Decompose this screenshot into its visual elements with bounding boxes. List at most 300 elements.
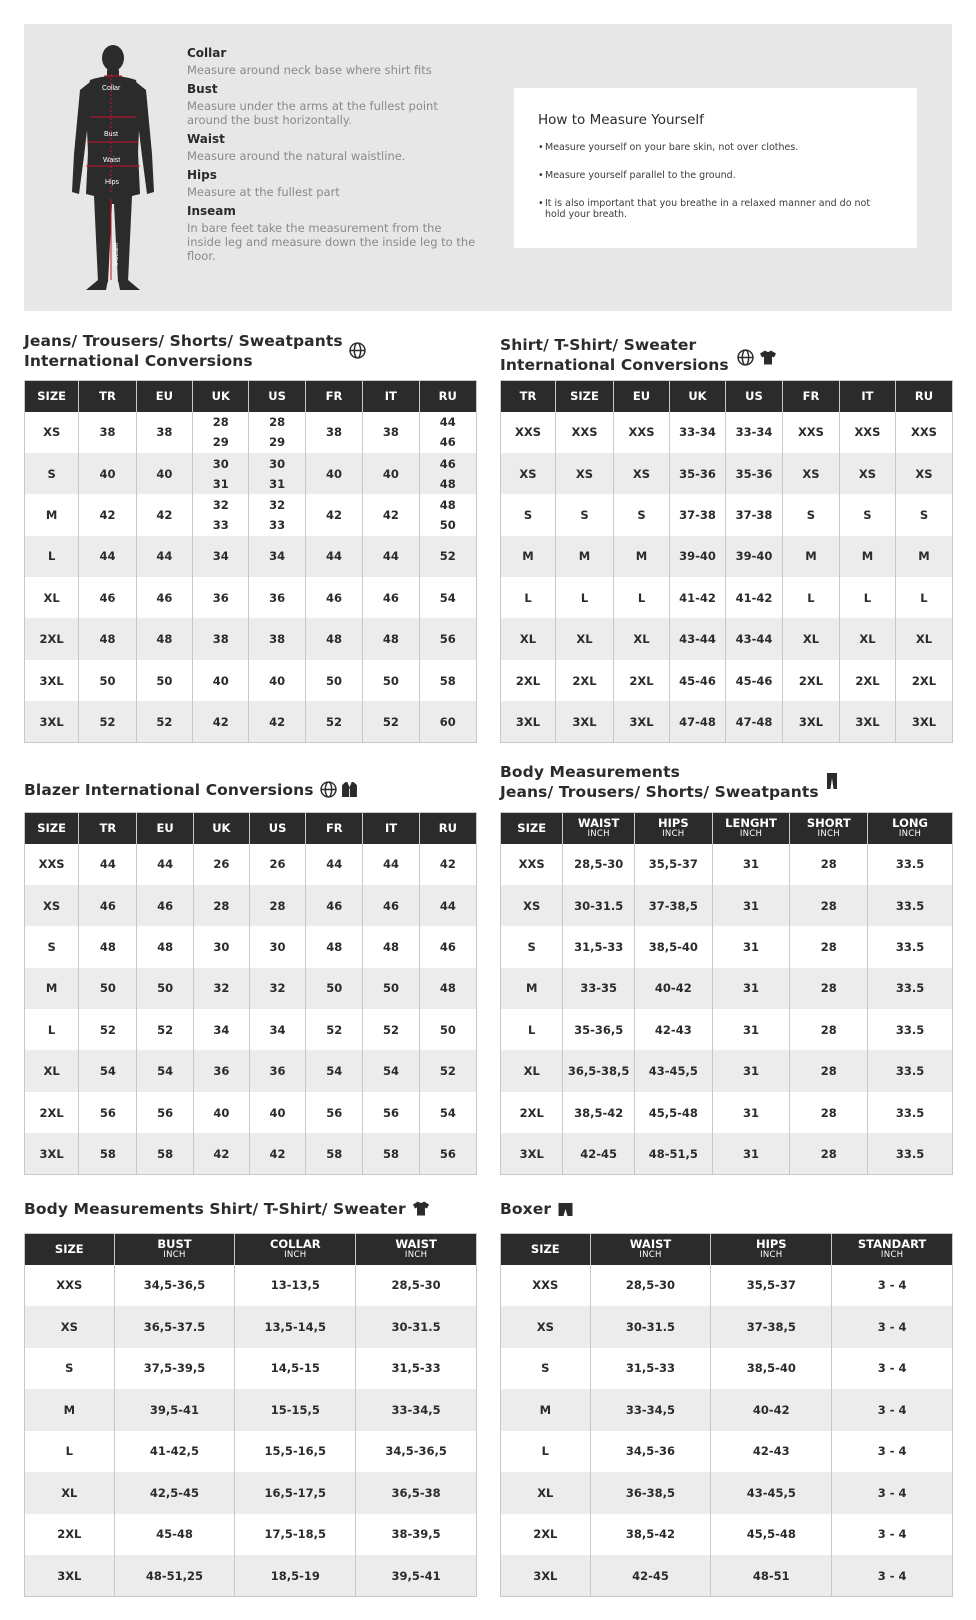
table-cell: 46 [305,577,362,618]
column-header [235,1234,356,1265]
column-header [782,381,839,412]
table-cell: 2XL [25,1514,115,1556]
table-cell: 36 [249,1050,305,1091]
table-cell: 42 [193,1133,249,1174]
table-cell: 46 [136,577,192,618]
blazer-conversion-table [24,812,477,1175]
table-cell: 50 [419,1009,476,1050]
table-cell: L [25,1431,115,1473]
table-cell: 40 [363,453,419,494]
table-row [25,1009,477,1050]
table-cell: 52 [363,1009,419,1050]
table-cell: 26 [249,844,305,885]
how-to-measure-box [514,88,917,248]
table-cell: 28 [790,1133,868,1174]
shirt-conversion-title [500,335,777,375]
shirt-conversion-table [500,380,953,743]
column-header [501,1234,591,1265]
table-cell: 40-42 [711,1389,832,1431]
table-cell: 56 [363,1092,419,1133]
table-cell: 28 [249,885,305,926]
column-header-label: FR [325,389,343,404]
table-cell: 36 [249,577,305,618]
table-cell: 42 [193,701,249,742]
table-cell: XL [25,577,79,618]
how-to-item: • It is also important that you breathe in a relaxed manner and do not hold your breath. [538,198,893,220]
table-cell: XL [501,618,556,659]
column-header-label: HIPS [755,1237,787,1252]
table-cell: 56 [137,1092,193,1133]
table-cell: 54 [79,1050,137,1091]
table-cell: 54 [363,1050,419,1091]
table-cell: 33-34,5 [356,1389,477,1431]
table-cell: 38 [249,618,305,659]
tshirt-icon [412,1200,430,1217]
column-header [25,381,79,412]
column-header-unit: INCH [639,1250,662,1261]
table-cell: 3XL [501,701,556,742]
table-cell: 28 [193,885,249,926]
table-cell: 36,5-37.5 [114,1306,235,1348]
table-cell: 35,5-37 [711,1265,832,1307]
def-text-hips: Measure at the fullest part [187,185,340,199]
table-cell: 30-31.5 [590,1306,711,1348]
shirt-conversion-title-line2: International Conversions [500,356,729,374]
def-title-inseam: Inseam [187,204,236,218]
table-cell: 46 [306,885,363,926]
column-header-label: SIZE [37,389,67,404]
how-to-measure-list [538,142,893,220]
table-row [501,1133,953,1174]
table-cell: S [501,1348,591,1390]
column-header-label: FR [325,821,343,836]
how-to-measure-title: How to Measure Yourself [538,112,704,128]
table-cell: L [25,1009,79,1050]
table-cell: 15,5-16,5 [235,1431,356,1473]
column-header [832,1234,953,1265]
table-cell: 38 [193,618,249,659]
column-header-label: UK [211,389,230,404]
table-cell: 2XL [613,660,669,701]
column-header-label: TR [99,389,116,404]
table-row [501,494,953,535]
figure-label-inseam: Inseam [113,243,120,266]
table-cell: 48 [305,618,362,659]
shirt-conversion-title-line1: Shirt/ T-Shirt/ Sweater [500,336,697,354]
table-cell: XXS [25,844,79,885]
table-cell: 28 [790,1009,868,1050]
table-cell: 46 [363,577,419,618]
column-header-label: IT [861,389,874,404]
table-cell: 50 [79,968,137,1009]
table-cell: 34,5-36 [590,1431,711,1473]
table-row [25,968,477,1009]
table-cell: 3 - 4 [832,1514,953,1556]
table-cell: XL [782,618,839,659]
table-cell: 52 [363,701,419,742]
table-cell: 32 [193,968,249,1009]
table-cell: 3 - 4 [832,1306,953,1348]
table-cell: 33-34 [725,412,782,453]
column-header-unit: INCH [163,1250,186,1261]
table-cell: 3XL [555,701,613,742]
column-header [306,813,363,844]
table-row [501,1092,953,1133]
table-cell: 54 [306,1050,363,1091]
table-cell: 34 [193,536,249,577]
table-cell: 50 [137,968,193,1009]
table-row [25,453,477,494]
table-cell: 52 [137,1009,193,1050]
table-cell: 58 [306,1133,363,1174]
table-row [25,494,477,535]
column-header [790,813,868,844]
table-cell: M [501,968,563,1009]
table-cell: L [613,577,669,618]
table-cell: 46 [419,926,476,967]
table-row [25,1348,477,1390]
table-cell: 37-38,5 [711,1306,832,1348]
table-cell: 31 [712,844,790,885]
column-header [711,1234,832,1265]
column-header [712,813,790,844]
table-cell: M [555,536,613,577]
table-cell: 36-38,5 [590,1472,711,1514]
table-cell: 15-15,5 [235,1389,356,1431]
column-header [501,381,556,412]
column-header [136,381,192,412]
column-header [137,813,193,844]
table-cell: 28 [790,1092,868,1133]
body-shirt-table [24,1233,477,1597]
table-cell: L [782,577,839,618]
table-cell: 37,5-39,5 [114,1348,235,1390]
how-to-item: • Measure yourself parallel to the ground. [538,170,893,181]
column-header-label: RU [438,389,457,404]
table-cell: L [501,1009,563,1050]
table-cell: 52 [419,536,476,577]
table-row [501,885,953,926]
table-cell: 38 [136,412,192,453]
column-header-label: TR [519,389,537,404]
table-cell: 3XL [839,701,895,742]
table-cell: 30 31 [249,453,305,494]
column-header-label: EU [155,389,173,404]
table-cell: 48 [363,926,419,967]
table-cell: 31 [712,1009,790,1050]
table-cell: S [555,494,613,535]
table-row [501,1009,953,1050]
column-header [669,381,725,412]
table-cell: L [25,536,79,577]
table-row [25,701,477,742]
column-header [501,813,563,844]
table-cell: 42 [249,701,305,742]
trousers-icon [826,772,838,790]
table-cell: 40 [136,453,192,494]
table-cell: 33.5 [868,926,953,967]
table-cell: 18,5-19 [235,1555,356,1597]
table-cell: 54 [419,577,476,618]
body-shirt-title-text: Body Measurements Shirt/ T-Shirt/ Sweater [24,1200,406,1218]
table-cell: S [895,494,952,535]
table-cell: XS [501,1306,591,1348]
column-header [563,813,635,844]
table-cell: 50 [305,660,362,701]
table-cell: 2XL [25,618,79,659]
table-cell: 33.5 [868,968,953,1009]
table-cell: 31 [712,1133,790,1174]
table-cell: 46 [363,885,419,926]
table-cell: 35-36 [669,453,725,494]
column-header-unit: INCH [817,829,840,840]
table-cell: M [613,536,669,577]
table-row [25,1555,477,1597]
table-cell: 58 [419,660,476,701]
table-row [501,1555,953,1597]
table-cell: 3XL [25,1133,79,1174]
table-cell: XL [613,618,669,659]
table-cell: 44 [79,844,137,885]
column-header-label: SHORT [806,816,851,831]
table-cell: 39-40 [725,536,782,577]
table-cell: 50 [79,660,136,701]
body-jeans-title-line1: Body Measurements [500,763,680,781]
column-header-label: SIZE [517,821,547,836]
table-cell: 45,5-48 [711,1514,832,1556]
table-cell: 46 [137,885,193,926]
boxer-icon [557,1201,574,1217]
table-cell: 35,5-37 [634,844,712,885]
table-cell: 48-51,5 [634,1133,712,1174]
table-row [501,577,953,618]
column-header [634,813,712,844]
jeans-conversion-table [24,380,477,743]
table-row [501,1389,953,1431]
table-row [25,1514,477,1556]
table-cell: 56 [79,1092,137,1133]
table-cell: 3 - 4 [832,1431,953,1473]
column-header-label: SIZE [54,1242,84,1257]
how-to-item: • Measure yourself on your bare skin, not over clothes. [538,142,893,153]
column-header-label: FR [802,389,820,404]
jeans-conversion-title-line1: Jeans/ Trousers/ Shorts/ Sweatpants [24,332,343,350]
table-row [25,1050,477,1091]
column-header-label: UK [688,389,707,404]
table-cell: 37-38 [725,494,782,535]
body-shirt-title [24,1199,430,1219]
table-cell: L [501,577,556,618]
column-header [555,381,613,412]
table-cell: 28 [790,926,868,967]
table-cell: XL [25,1472,115,1514]
table-cell: 46 48 [419,453,476,494]
table-cell: XXS [613,412,669,453]
table-cell: 44 [79,536,136,577]
table-cell: 28,5-30 [590,1265,711,1307]
table-cell: 48-51,25 [114,1555,235,1597]
table-cell: 38 [79,412,136,453]
table-cell: 28 [790,885,868,926]
column-header-label: IT [384,821,398,836]
table-cell: 45,5-48 [634,1092,712,1133]
table-cell: 2XL [895,660,952,701]
table-row [25,885,477,926]
table-cell: 60 [419,701,476,742]
table-cell: 3XL [25,1555,115,1597]
table-cell: 3XL [782,701,839,742]
table-cell: 36,5-38 [356,1472,477,1514]
table-row [501,1514,953,1556]
table-cell: 28 29 [249,412,305,453]
table-cell: 48 50 [419,494,476,535]
column-header [363,381,419,412]
globe-icon [349,342,366,359]
table-cell: 2XL [782,660,839,701]
table-cell: 44 [363,536,419,577]
column-header-label: BUST [157,1237,192,1252]
table-cell: 33.5 [868,885,953,926]
table-cell: L [501,1431,591,1473]
column-header [613,381,669,412]
table-cell: 44 [305,536,362,577]
table-cell: XL [501,1472,591,1514]
table-cell: 32 33 [249,494,305,535]
table-row [501,536,953,577]
column-header-label: WAIST [577,816,620,831]
column-header [25,1234,115,1265]
body-jeans-title-line2: Jeans/ Trousers/ Shorts/ Sweatpants [500,783,819,801]
table-cell: 38 [363,412,419,453]
table-cell: 48 [79,618,136,659]
table-cell: 36 [193,577,249,618]
column-header [79,381,136,412]
table-cell: 42 [79,494,136,535]
globe-icon [737,349,754,366]
table-cell: 50 [136,660,192,701]
column-header-label: SIZE [530,1242,560,1257]
table-cell: 3XL [501,1133,563,1174]
table-row [501,1050,953,1091]
column-header [868,813,953,844]
table-cell: 43-44 [669,618,725,659]
table-cell: 33.5 [868,844,953,885]
table-cell: 31 [712,968,790,1009]
table-cell: 33.5 [868,1050,953,1091]
table-cell: 34 [249,1009,305,1050]
table-cell: 44 [306,844,363,885]
table-cell: 38 [305,412,362,453]
column-header [419,813,476,844]
table-cell: XS [501,453,556,494]
table-cell: 58 [363,1133,419,1174]
measurement-definitions [187,46,477,263]
column-header [839,381,895,412]
table-cell: XS [895,453,952,494]
table-cell: 32 [249,968,305,1009]
table-cell: 33.5 [868,1092,953,1133]
table-cell: 42 [136,494,192,535]
table-cell: 2XL [501,1514,591,1556]
jeans-conversion-title-line2: International Conversions [24,352,253,370]
table-cell: 56 [419,618,476,659]
table-cell: 2XL [555,660,613,701]
table-cell: 34 [193,1009,249,1050]
figure-label-waist: Waist [103,157,121,164]
table-cell: 37-38 [669,494,725,535]
table-cell: 31 [712,1050,790,1091]
def-title-collar: Collar [187,46,227,60]
table-cell: 41-42 [725,577,782,618]
table-cell: 3 - 4 [832,1389,953,1431]
table-cell: M [25,968,79,1009]
table-cell: 3 - 4 [832,1265,953,1307]
blazer-conversion-title-text: Blazer International Conversions [24,781,314,799]
table-cell: S [25,1348,115,1390]
table-row [501,660,953,701]
table-cell: 54 [419,1092,476,1133]
column-header-label: SIZE [37,821,66,836]
table-cell: M [25,1389,115,1431]
table-cell: 40 [193,1092,249,1133]
def-text-waist: Measure around the natural waistline. [187,149,406,163]
figure-label-collar: Collar [102,85,121,92]
table-cell: 33-34 [669,412,725,453]
table-row [25,1431,477,1473]
blazer-conversion-title [24,780,358,800]
column-header-unit: INCH [880,1250,904,1261]
table-row [25,1092,477,1133]
table-cell: 39-40 [669,536,725,577]
column-header-label: TR [99,821,117,836]
table-cell: 44 46 [419,412,476,453]
table-cell: XL [895,618,952,659]
column-header [590,1234,711,1265]
body-figure-illustration [68,44,158,290]
table-cell: 41-42 [669,577,725,618]
table-row [25,1265,477,1307]
table-cell: 48 [419,968,476,1009]
table-row [501,453,953,494]
table-cell: 36,5-38,5 [563,1050,635,1091]
table-cell: XS [613,453,669,494]
table-cell: XL [501,1050,563,1091]
table-cell: 31,5-33 [356,1348,477,1390]
column-header [725,381,782,412]
column-header-unit: INCH [587,829,610,840]
table-cell: 43-44 [725,618,782,659]
table-row [25,536,477,577]
table-row [25,412,477,453]
table-cell: 35-36 [725,453,782,494]
table-cell: 38,5-42 [563,1092,635,1133]
table-row [501,1306,953,1348]
table-cell: 13,5-14,5 [235,1306,356,1348]
table-cell: 52 [419,1050,476,1091]
table-cell: S [25,453,79,494]
table-cell: S [839,494,895,535]
table-cell: 44 [137,844,193,885]
column-header-label: UK [212,821,231,836]
table-cell: 39,5-41 [114,1389,235,1431]
table-row [25,618,477,659]
table-cell: 38-39,5 [356,1514,477,1556]
table-cell: 30 [193,926,249,967]
table-cell: 16,5-17,5 [235,1472,356,1514]
table-cell: 42 [419,844,476,885]
table-cell: 42-45 [590,1555,711,1597]
table-row [501,1348,953,1390]
